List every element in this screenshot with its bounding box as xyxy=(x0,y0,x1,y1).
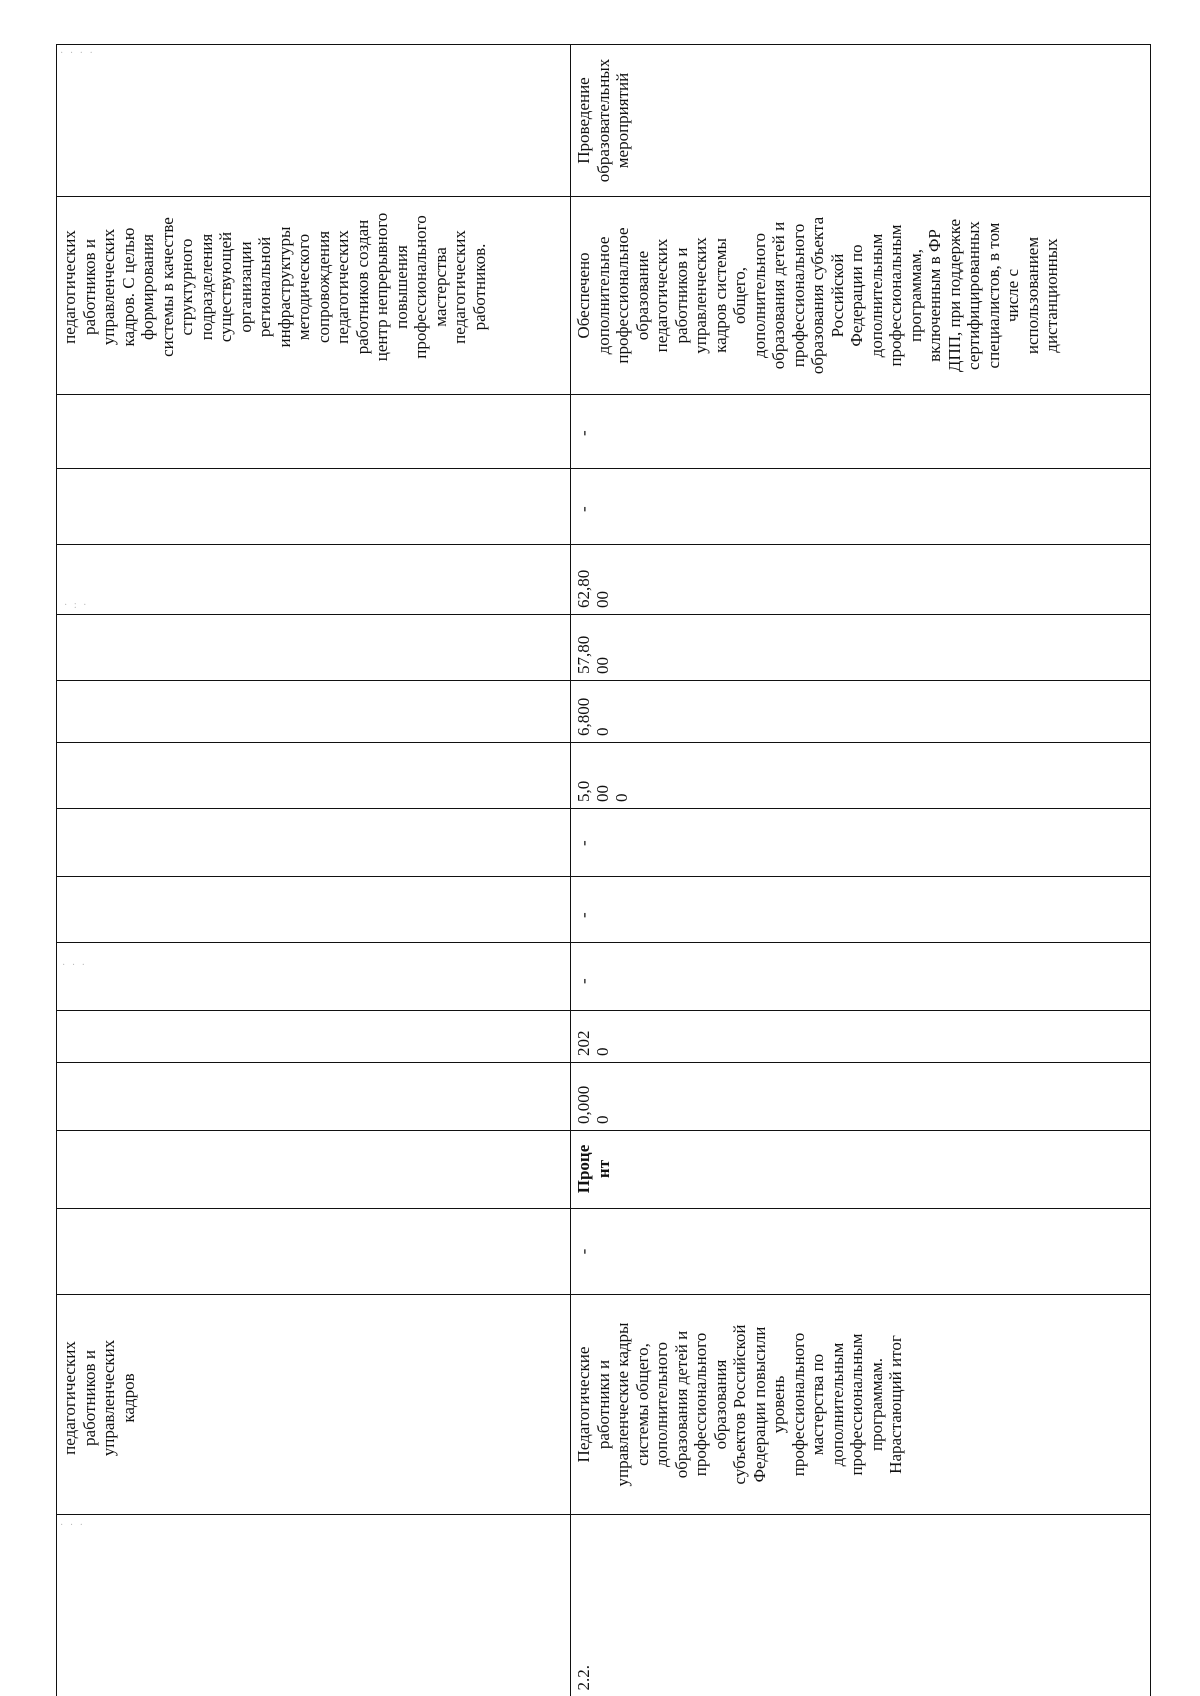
event-cell xyxy=(574,46,1148,194)
dash5-value: - xyxy=(574,430,593,436)
dash1-cell xyxy=(574,944,1148,1008)
prev-row-result-text: педагогических работников и управленческих кадров. С целью формирования системы в качестве структурного подразделения существующей организации региональной инфраструктуры методического сопровождения педагогических работников создан центр непрерывного повышения профессионального мастерства педагогических работников. xyxy=(60,212,489,362)
dash2-value: - xyxy=(574,912,593,918)
grid-line xyxy=(56,1208,1150,1209)
prev-row-result-cell xyxy=(60,198,568,392)
scan-speck: · · · xyxy=(62,960,87,971)
grid-line xyxy=(56,544,1150,545)
dash5-cell xyxy=(574,396,1148,466)
grid-line xyxy=(56,1294,1150,1295)
dash4-value: - xyxy=(574,506,593,512)
indicator-name-cell xyxy=(574,1296,1148,1512)
grid-line xyxy=(56,876,1150,877)
table-border-right xyxy=(1150,44,1151,1696)
val1-cell xyxy=(574,744,1148,806)
grid-line xyxy=(56,942,1150,943)
scan-speck: · · · xyxy=(60,1520,85,1531)
unit-value: Проце нт xyxy=(574,1144,613,1194)
scan-speck: · · · · xyxy=(60,48,95,59)
dash4-cell xyxy=(574,470,1148,542)
grid-line xyxy=(56,468,1150,469)
target-value-3: 57,80 00 xyxy=(574,635,612,674)
scan-speck: · : · xyxy=(64,600,89,611)
base-value-cell xyxy=(574,1064,1148,1128)
grid-line xyxy=(56,196,1150,197)
target-value-4: 62,80 00 xyxy=(574,569,612,608)
target-value-1: 5,0 00 0 xyxy=(574,780,631,802)
val2-cell xyxy=(574,682,1148,740)
unit-cell xyxy=(574,1132,1148,1206)
col3-cell xyxy=(574,1210,1148,1292)
grid-line xyxy=(56,1514,1150,1515)
grid-line xyxy=(56,808,1150,809)
grid-line xyxy=(56,614,1150,615)
row-number: 2.2. xyxy=(574,1664,593,1690)
dash3-cell xyxy=(574,810,1148,874)
row-number-cell xyxy=(574,1518,1148,1694)
dash3-value: - xyxy=(574,840,593,846)
prev-row-name-cell xyxy=(60,1296,568,1512)
table-frame xyxy=(56,44,1150,1696)
target-value-2: 6,800 0 xyxy=(574,697,612,736)
grid-line xyxy=(56,1062,1150,1063)
col3-value: - xyxy=(574,1248,593,1254)
grid-line xyxy=(56,1010,1150,1011)
val4-cell xyxy=(574,546,1148,612)
dash2-cell xyxy=(574,878,1148,940)
table-border-top xyxy=(56,44,1150,45)
grid-line xyxy=(56,680,1150,681)
grid-line xyxy=(56,394,1150,395)
base-year: 202 0 xyxy=(574,1030,612,1056)
event-text: Проведение образовательных мероприятий xyxy=(574,58,632,182)
indicator-name: Педагогические работники и управленческие кадры системы общего, дополнительного образования детей и профессионального образования субъектов Российской Федерации повысили уровень профессионального мастерства по дополнительным профессиональным программам. Нарастающий итог xyxy=(574,1322,905,1486)
grid-line xyxy=(56,742,1150,743)
dash1-value: - xyxy=(574,978,593,984)
row-divider xyxy=(570,44,571,1696)
base-year-cell xyxy=(574,1012,1148,1060)
result-cell xyxy=(574,198,1148,392)
prev-row-name-text: педагогических работников и управленческих кадров xyxy=(60,1339,138,1457)
grid-line xyxy=(56,1130,1150,1131)
val3-cell xyxy=(574,616,1148,678)
table-border-left xyxy=(56,44,57,1696)
result-text: Обеспечено дополнительное профессиональное образование педагогических работников и управленческих кадров системы общего, дополнительного образования детей и профессионального образования субъекта Российской Федерации по дополнительным профессиональным программам, включенным в ФР ДПП, при поддержке сертифицированных специалистов, в том числе с использованием дистанционных xyxy=(574,216,1061,374)
base-value: 0,000 0 xyxy=(574,1085,612,1124)
